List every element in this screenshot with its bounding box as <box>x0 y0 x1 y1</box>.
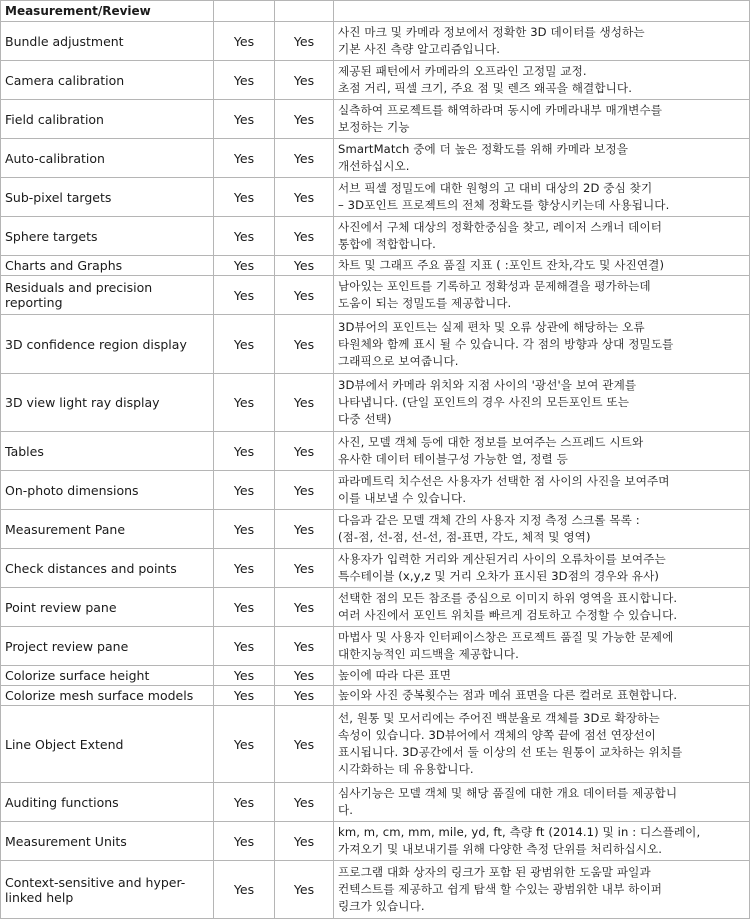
support-cell: Yes <box>214 139 275 178</box>
support-cell: Yes <box>214 22 275 61</box>
support-cell: Yes <box>214 256 275 276</box>
support-cell: Yes <box>214 549 275 588</box>
support-cell: Yes <box>275 256 334 276</box>
description-cell <box>334 783 750 822</box>
description-line: km, m, cm, mm, mile, yd, ft, 측량 ft (2014.1) 및 in : 디스플레이, <box>338 825 701 839</box>
description-cell <box>334 510 750 549</box>
feature-table-body <box>1 1 750 919</box>
description-cell <box>334 666 750 686</box>
description-cell <box>334 822 750 861</box>
support-cell: Yes <box>214 374 275 432</box>
description-line: 심사기능은 모델 객체 및 해당 품질에 대한 개요 데이터를 제공합니 <box>338 786 678 800</box>
description-line: 제공된 패턴에서 카메라의 오프라인 고정밀 교정. <box>338 64 587 78</box>
table-row <box>1 861 750 919</box>
description-cell <box>334 256 750 276</box>
table-row <box>1 783 750 822</box>
feature-name-cell: Point review pane <box>1 588 214 627</box>
table-row <box>1 706 750 783</box>
support-cell: Yes <box>275 276 334 315</box>
support-cell: Yes <box>275 666 334 686</box>
support-cell: Yes <box>214 100 275 139</box>
feature-name-cell: Auto-calibration <box>1 139 214 178</box>
table-row <box>1 276 750 315</box>
description-cell <box>334 432 750 471</box>
description-line: 개선하십시오. <box>338 159 410 173</box>
description-line: 선, 원통 및 모서리에는 주어진 백분율로 객체를 3D로 확장하는 <box>338 711 660 725</box>
table-row <box>1 627 750 666</box>
feature-name-cell: Colorize surface height <box>1 666 214 686</box>
support-cell: Yes <box>275 315 334 374</box>
description-line: 남아있는 포인트를 기록하고 정확성과 문제해결을 평가하는데 <box>338 279 651 293</box>
feature-name-cell: Check distances and points <box>1 549 214 588</box>
description-line: 3D뷰에서 카메라 위치와 지점 사이의 '광선'을 보여 관계를 <box>338 378 637 392</box>
header-blank-cell <box>275 1 334 22</box>
feature-name-cell: 3D confidence region display <box>1 315 214 374</box>
table-row <box>1 432 750 471</box>
description-line: 도움이 되는 정밀도를 제공합니다. <box>338 296 512 310</box>
support-cell: Yes <box>214 217 275 256</box>
support-cell: Yes <box>214 627 275 666</box>
support-cell: Yes <box>275 783 334 822</box>
support-cell: Yes <box>275 432 334 471</box>
description-line: 사진에서 구체 대상의 정확한중심을 찾고, 레이저 스캐너 데이터 <box>338 220 663 234</box>
support-cell: Yes <box>275 374 334 432</box>
description-line: 선택한 점의 모든 참조를 중심으로 이미지 하위 영역을 표시합니다. <box>338 591 678 605</box>
header-row <box>1 1 750 22</box>
table-row <box>1 822 750 861</box>
description-line: 나타냅니다. (단일 포인트의 경우 사진의 모든포인트 또는 <box>338 395 630 409</box>
feature-name-cell: Measurement Units <box>1 822 214 861</box>
description-cell <box>334 549 750 588</box>
description-cell <box>334 61 750 100</box>
support-cell: Yes <box>275 22 334 61</box>
table-row <box>1 666 750 686</box>
description-line: 그래픽으로 보여줍니다. <box>338 353 459 368</box>
description-line: 가져오기 및 내보내기를 위해 다양한 측정 단위를 처리하십시오. <box>338 842 663 856</box>
support-cell: Yes <box>275 178 334 217</box>
description-line: 실측하여 프로젝트를 해역하라며 동시에 카메라내부 매개변수를 <box>338 103 663 117</box>
header-title: Measurement/Review <box>1 1 214 22</box>
support-cell: Yes <box>275 61 334 100</box>
description-line: 여러 사진에서 포인트 위치를 빠르게 검토하고 수정할 수 있습니다. <box>338 608 678 622</box>
feature-name-cell: Charts and Graphs <box>1 256 214 276</box>
support-cell: Yes <box>214 61 275 100</box>
description-line: 다음과 같은 모델 객체 간의 사용자 지정 측정 스크롤 목록 : <box>338 513 640 527</box>
feature-name-cell: Project review pane <box>1 627 214 666</box>
feature-name-cell: On-photo dimensions <box>1 471 214 510</box>
description-line: 기본 사진 측량 알고리즘입니다. <box>338 42 501 56</box>
description-line: SmartMatch 중에 더 높은 정확도를 위해 카메라 보정을 <box>338 142 629 156</box>
description-line: 높이에 따라 다른 표면 <box>338 668 452 682</box>
support-cell: Yes <box>275 686 334 706</box>
description-cell <box>334 100 750 139</box>
table-row <box>1 588 750 627</box>
description-line: 타원체와 함께 표시 될 수 있습니다. 각 점의 방향과 상대 정밀도를 <box>338 336 674 351</box>
support-cell: Yes <box>275 588 334 627</box>
table-row <box>1 315 750 374</box>
description-line: 특수테이블 (x,y,z 및 거리 오차가 표시된 3D점의 경우와 유사) <box>338 569 660 583</box>
feature-name-cell: Measurement Pane <box>1 510 214 549</box>
description-cell <box>334 22 750 61</box>
description-line: 사진, 모델 객체 등에 대한 정보를 보여주는 스프레드 시트와 <box>338 435 644 449</box>
table-row <box>1 549 750 588</box>
description-line: 사용자가 입력한 거리와 계산된거리 사이의 오류차이를 보여주는 <box>338 552 666 566</box>
description-line: 초점 거리, 픽셀 크기, 주요 점 및 렌즈 왜곡을 해결합니다. <box>338 81 633 95</box>
support-cell: Yes <box>214 686 275 706</box>
support-cell: Yes <box>214 510 275 549</box>
table-row <box>1 139 750 178</box>
description-line: 다중 선택) <box>338 412 392 426</box>
description-line: (점-점, 선-점, 선-선, 점-표면, 각도, 체적 및 영역) <box>338 530 591 544</box>
feature-name-cell: Bundle adjustment <box>1 22 214 61</box>
header-blank-cell <box>214 1 275 22</box>
feature-name-cell: Sphere targets <box>1 217 214 256</box>
description-cell <box>334 861 750 919</box>
table-row <box>1 686 750 706</box>
description-cell <box>334 139 750 178</box>
support-cell: Yes <box>275 217 334 256</box>
support-cell: Yes <box>214 706 275 783</box>
support-cell: Yes <box>214 276 275 315</box>
support-cell: Yes <box>275 139 334 178</box>
feature-name-cell: Residuals and precision reporting <box>1 276 214 315</box>
description-line: 사진 마크 및 카메라 정보에서 정확한 3D 데이터를 생성하는 <box>338 25 645 39</box>
description-line: 유사한 데이터 테이블구성 가능한 열, 정렬 등 <box>338 452 568 466</box>
support-cell: Yes <box>275 549 334 588</box>
description-line: 대한지능적인 피드백을 제공합니다. <box>338 647 519 661</box>
description-line: 프로그램 대화 상자의 링크가 포함 된 광범위한 도움말 파일과 <box>338 865 651 879</box>
description-cell <box>334 315 750 374</box>
support-cell: Yes <box>214 822 275 861</box>
table-row <box>1 217 750 256</box>
support-cell: Yes <box>275 706 334 783</box>
feature-name-cell: 3D view light ray display <box>1 374 214 432</box>
table-row <box>1 256 750 276</box>
support-cell: Yes <box>275 822 334 861</box>
support-cell: Yes <box>214 432 275 471</box>
description-line: 링크가 있습니다. <box>338 899 425 913</box>
feature-name-cell: Context-sensitive and hyper-linked help <box>1 861 214 919</box>
table-row <box>1 100 750 139</box>
description-line: 파라메트릭 치수선은 사용자가 선택한 점 사이의 사진을 보여주며 <box>338 474 670 488</box>
feature-name-cell: Camera calibration <box>1 61 214 100</box>
description-cell <box>334 374 750 432</box>
feature-name-cell: Line Object Extend <box>1 706 214 783</box>
description-cell <box>334 706 750 783</box>
support-cell: Yes <box>275 471 334 510</box>
description-line: 표시됩니다. 3D공간에서 둘 이상의 선 또는 원통이 교차하는 위치를 <box>338 745 683 759</box>
support-cell: Yes <box>214 178 275 217</box>
support-cell: Yes <box>275 100 334 139</box>
description-line: – 3D포인트 프로젝트의 전체 정확도를 향상시키는데 사용됩니다. <box>338 198 670 212</box>
description-cell <box>334 178 750 217</box>
table-row <box>1 61 750 100</box>
description-line: 3D뷰어의 포인트는 실제 편차 및 오류 상관에 해당하는 오류 <box>338 319 645 334</box>
description-cell <box>334 686 750 706</box>
description-cell <box>334 627 750 666</box>
table-row <box>1 510 750 549</box>
support-cell: Yes <box>275 861 334 919</box>
description-line: 속성이 있습니다. 3D뷰어에서 객체의 양쪽 끝에 점선 연장선이 <box>338 728 656 742</box>
description-line: 다. <box>338 803 354 817</box>
description-cell <box>334 588 750 627</box>
description-line: 시각화하는 데 유용합니다. <box>338 762 474 776</box>
description-cell <box>334 471 750 510</box>
description-line: 보정하는 기능 <box>338 120 410 134</box>
feature-name-cell: Auditing functions <box>1 783 214 822</box>
support-cell: Yes <box>275 510 334 549</box>
table-row <box>1 22 750 61</box>
table-row <box>1 178 750 217</box>
support-cell: Yes <box>214 666 275 686</box>
description-line: 컨텍스트를 제공하고 쉽게 탐색 할 수있는 광범위한 내부 하이퍼 <box>338 882 663 896</box>
description-cell <box>334 276 750 315</box>
feature-name-cell: Tables <box>1 432 214 471</box>
support-cell: Yes <box>214 783 275 822</box>
description-cell <box>334 217 750 256</box>
description-line: 서브 픽셀 정밀도에 대한 원형의 고 대비 대상의 2D 중심 찾기 <box>338 181 653 195</box>
support-cell: Yes <box>214 861 275 919</box>
support-cell: Yes <box>214 588 275 627</box>
description-line: 통합에 적합합니다. <box>338 237 436 251</box>
support-cell: Yes <box>214 315 275 374</box>
table-row <box>1 471 750 510</box>
table-row <box>1 374 750 432</box>
description-line: 차트 및 그래프 주요 품질 지표 ( :포인트 잔차,각도 및 사진연결) <box>338 258 665 272</box>
description-line: 마법사 및 사용자 인터페이스창은 프로젝트 품질 및 가능한 문제에 <box>338 630 674 644</box>
header-blank-cell <box>334 1 750 22</box>
feature-name-cell: Sub-pixel targets <box>1 178 214 217</box>
description-line: 높이와 사진 중복횟수는 점과 메쉬 표면을 다른 컬러로 표현합니다. <box>338 688 678 702</box>
support-cell: Yes <box>214 471 275 510</box>
description-line: 이를 내보낼 수 있습니다. <box>338 491 467 505</box>
feature-name-cell: Colorize mesh surface models <box>1 686 214 706</box>
support-cell: Yes <box>275 627 334 666</box>
feature-name-cell: Field calibration <box>1 100 214 139</box>
